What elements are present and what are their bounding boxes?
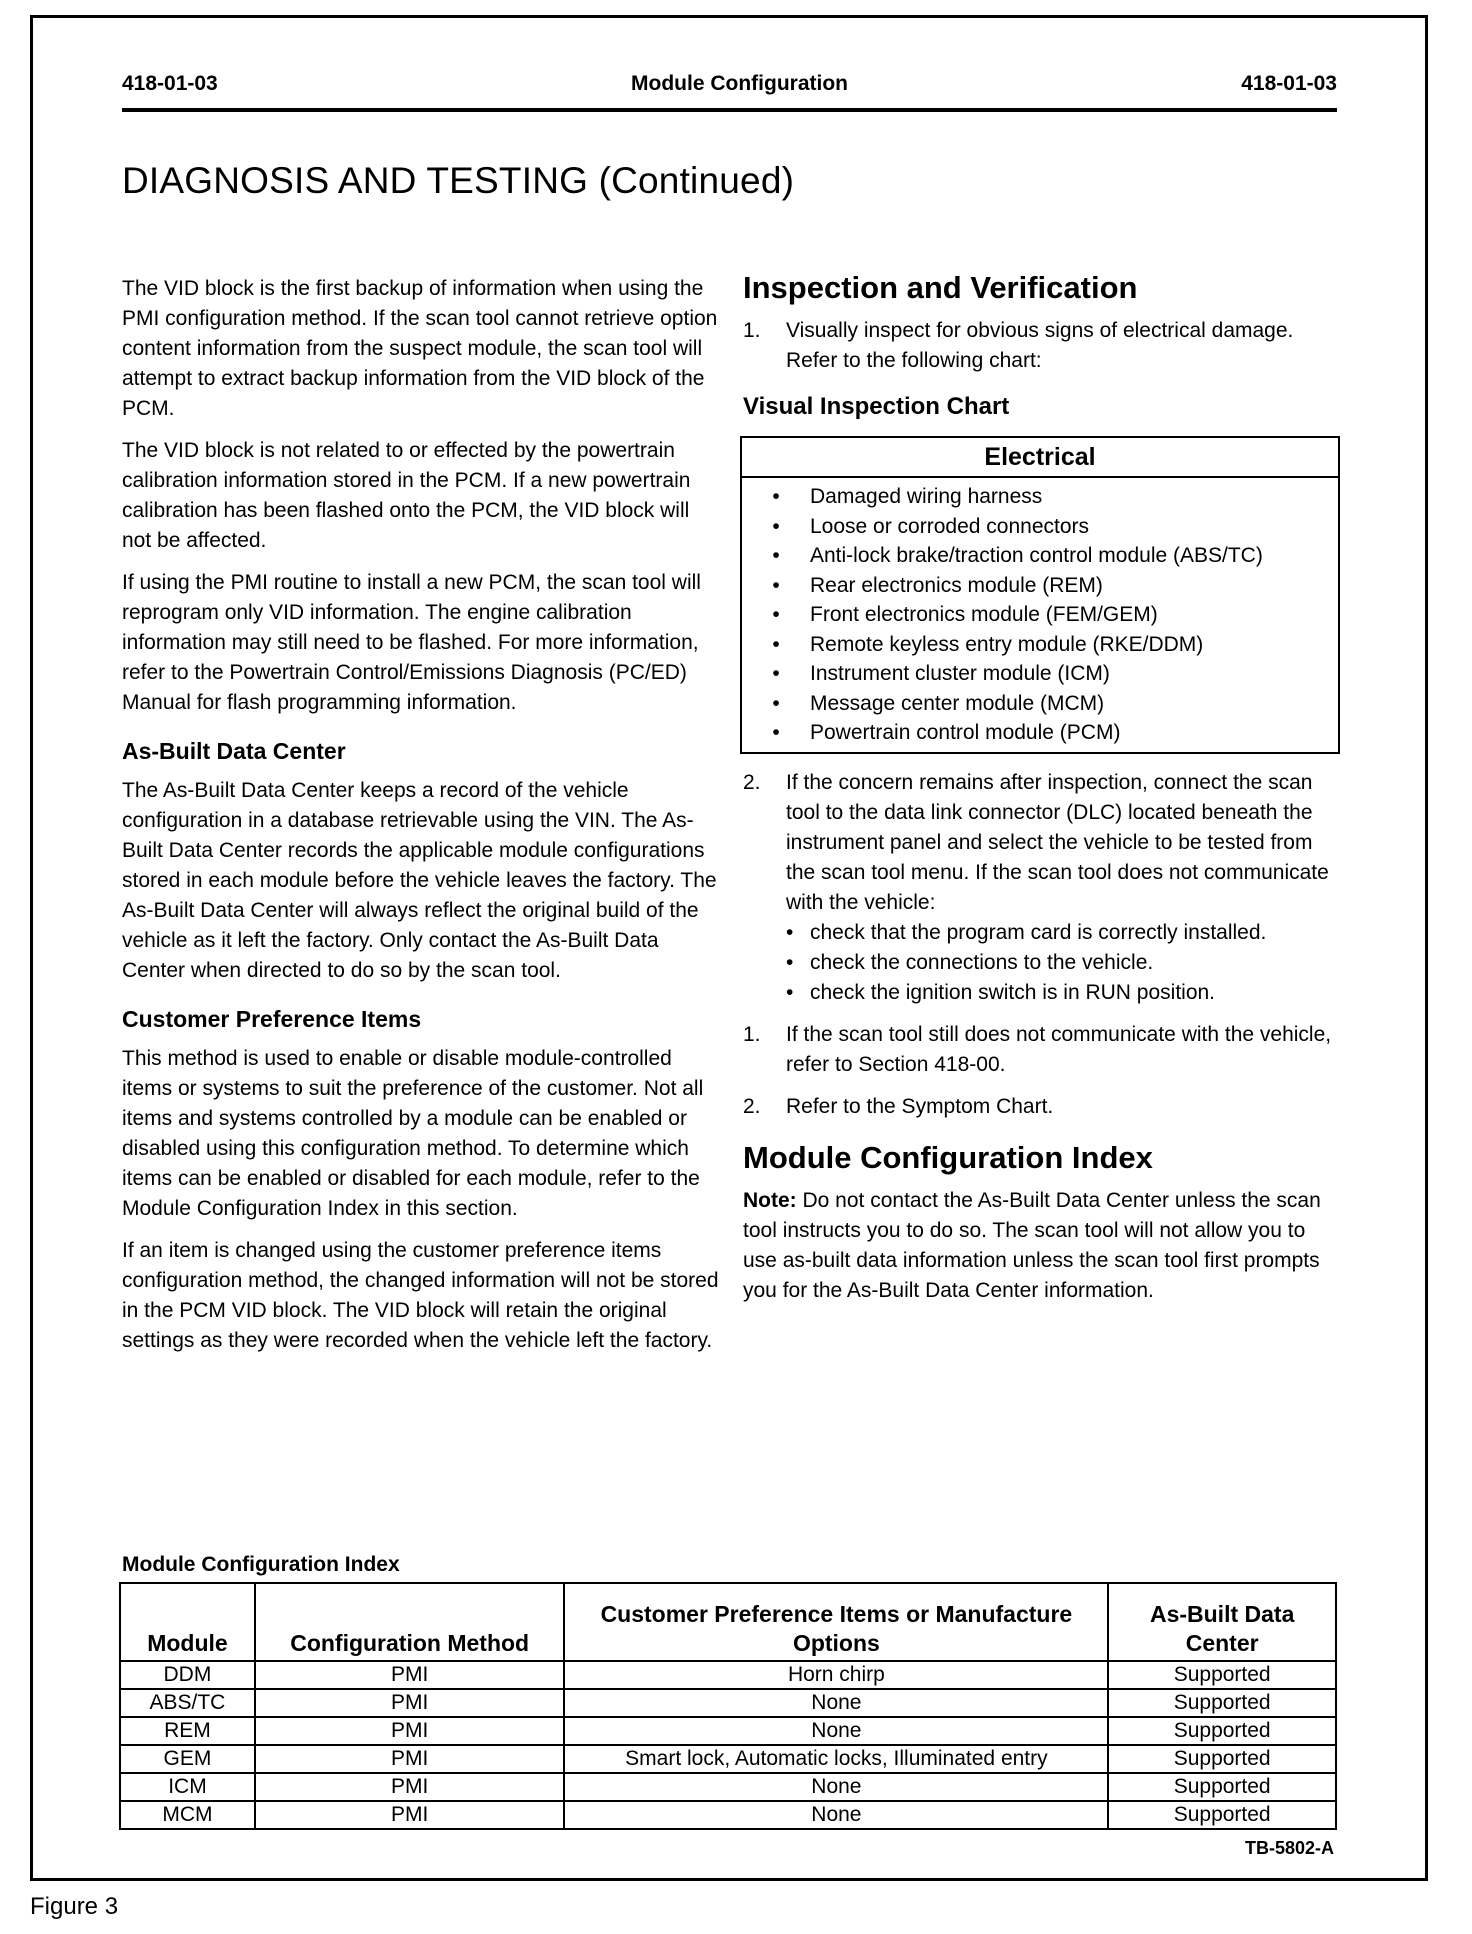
table-row (120, 1661, 1336, 1689)
page-title: DIAGNOSIS AND TESTING (Continued) (122, 160, 795, 201)
chart-item (742, 689, 1338, 719)
cell-method: PMI (255, 1773, 565, 1801)
sub-check-item (786, 978, 1343, 1008)
cell-method: PMI (255, 1801, 565, 1829)
chart-item-text: Remote keyless entry module (RKE/DDM) (810, 632, 1204, 656)
cell-options: Horn chirp (564, 1661, 1108, 1689)
table-row (120, 1773, 1336, 1801)
cell-as-built: Supported (1108, 1661, 1336, 1689)
section-code-right: 418-01-03 (1241, 72, 1337, 95)
paragraph: The VID block is the first backup of information when using the PMI configuration method. If the scan tool cannot retrieve option content information from the suspect module, the scan tool will attempt to extract backup information from the VID block of the PCM. (122, 277, 718, 420)
visual-inspection-chart (740, 436, 1340, 754)
figure-code: TB-5802-A (1244, 1838, 1334, 1858)
cell-as-built: Supported (1108, 1717, 1336, 1745)
sub-check-item (786, 918, 1343, 948)
right-column (743, 270, 1343, 1306)
paragraph: If an item is changed using the customer preference items configuration method, the changed information will not be stored in the PCM VID block. The VID block will retain the original settings as they were recorded when the vehicle left the factory. (122, 1239, 719, 1352)
column-header-configuration-method: Configuration Method (255, 1583, 565, 1661)
cell-as-built: Supported (1108, 1801, 1336, 1829)
as-built-heading: As-Built Data Center (122, 738, 346, 764)
chart-item-text: Instrument cluster module (ICM) (810, 662, 1110, 685)
paragraph: This method is used to enable or disable module-controlled items or systems to suit the preference of the customer. Not all items and systems controlled by a module can be enabled or disabled using this configuration method. To determine which items can be enabled or disabled for each module, refer to the Module Configuration Index in this section. (122, 1047, 704, 1220)
cell-options: None (564, 1773, 1108, 1801)
sub-check-text: check the ignition switch is in RUN position. (810, 980, 1216, 1004)
cell-as-built: Supported (1108, 1689, 1336, 1717)
inspection-heading: Inspection and Verification (743, 270, 1138, 305)
chart-item-text: Anti-lock brake/traction control module (ABS/TC) (810, 544, 1263, 567)
chart-list (742, 478, 1338, 752)
cell-module: REM (120, 1717, 255, 1745)
step-item (743, 768, 1343, 1008)
cell-module: ICM (120, 1773, 255, 1801)
chart-item (742, 571, 1338, 601)
sub-check-text: check the connections to the vehicle. (810, 950, 1154, 974)
step-number: 1. (743, 1022, 761, 1046)
chart-item-text: Loose or corroded connectors (810, 514, 1089, 538)
cell-options: None (564, 1801, 1108, 1829)
header-title: Module Configuration (631, 72, 848, 95)
table-row (120, 1745, 1336, 1773)
chart-item (742, 630, 1338, 660)
bullet-icon: • (772, 721, 780, 744)
step-number: 1. (743, 319, 761, 342)
sub-check-text: check that the program card is correctly installed. (810, 920, 1267, 944)
cell-as-built: Supported (1108, 1745, 1336, 1773)
chart-item-text: Damaged wiring harness (810, 485, 1043, 508)
bullet-icon: • (772, 662, 780, 685)
step-item (743, 1020, 1343, 1080)
table-row (120, 1717, 1336, 1745)
cell-module: ABS/TC (120, 1689, 255, 1717)
cell-method: PMI (255, 1661, 565, 1689)
bullet-icon: • (786, 950, 794, 974)
cell-method: PMI (255, 1689, 565, 1717)
step-number: 2. (743, 770, 761, 794)
bullet-icon: • (772, 573, 780, 597)
step-text: Visually inspect for obvious signs of electrical damage. Refer to the following chart: (786, 319, 1294, 372)
bullet-icon: • (786, 980, 794, 1004)
module-configuration-table (119, 1582, 1337, 1830)
column-header-module: Module (120, 1583, 255, 1661)
step-text: If the concern remains after inspection, connect the scan tool to the data link connector (DLC) located beneath the instrument panel and select the vehicle to be tested from the scan tool menu. If the scan tool does not communicate with the vehicle: (786, 770, 1329, 914)
header-rule (122, 108, 1337, 112)
chart-item-text: Rear electronics module (REM) (810, 573, 1103, 597)
table-header-row (120, 1583, 1336, 1661)
cell-module: DDM (120, 1661, 255, 1689)
bullet-icon: • (772, 632, 780, 656)
column-header-customer-preference: Customer Preference Items or Manufacture Options (564, 1583, 1108, 1661)
table-row (120, 1689, 1336, 1717)
chart-item (742, 482, 1338, 512)
chart-item (742, 659, 1338, 689)
bullet-icon: • (786, 920, 794, 944)
step-text: Refer to the Symptom Chart. (786, 1094, 1054, 1118)
chart-item (742, 541, 1338, 571)
step-item (743, 316, 1343, 376)
chart-item-text: Message center module (MCM) (810, 691, 1105, 715)
note-paragraph (743, 1186, 1343, 1306)
bullet-icon: • (772, 514, 780, 538)
left-column (122, 274, 722, 1368)
customer-preference-heading: Customer Preference Items (122, 1006, 422, 1032)
paragraph: The VID block is not related to or effected by the powertrain calibration information stored in the PCM. If a new powertrain calibration has been flashed onto the PCM, the VID block will not be affected. (122, 439, 691, 552)
paragraph: If using the PMI routine to install a new PCM, the scan tool will reprogram only VID information. The engine calibration information may still need to be flashed. For more information, refer to the Powertrain Control/Emissions Diagnosis (PC/ED) Manual for flash programming information. (122, 571, 701, 714)
cell-method: PMI (255, 1745, 565, 1773)
cell-as-built: Supported (1108, 1773, 1336, 1801)
section-code-left: 418-01-03 (122, 72, 218, 95)
sub-check-item (786, 948, 1343, 978)
cell-options: None (564, 1689, 1108, 1717)
cell-module: GEM (120, 1745, 255, 1773)
step-body (786, 768, 1343, 1008)
bullet-icon: • (772, 691, 780, 715)
note-text: Do not contact the As-Built Data Center unless the scan tool instructs you to do so. The scan tool will not allow you to use as-built data information unless the scan tool first prompts you for the As-Built Data Center information. (743, 1188, 1321, 1302)
chart-item (742, 600, 1338, 630)
cell-options: None (564, 1717, 1108, 1745)
step-item (743, 1092, 1343, 1122)
chart-column-header: Electrical (742, 438, 1338, 478)
visual-inspection-chart-heading: Visual Inspection Chart (743, 393, 1010, 420)
cell-options: Smart lock, Automatic locks, Illuminated entry (564, 1745, 1108, 1773)
step-number: 2. (743, 1094, 761, 1118)
step-text: If the scan tool still does not communicate with the vehicle, refer to Section 418-00. (786, 1022, 1332, 1076)
table-row (120, 1801, 1336, 1829)
paragraph: The As-Built Data Center keeps a record of the vehicle configuration in a database retrievable using the VIN. The As-Built Data Center records the applicable module configurations stored in each module before the vehicle leaves the factory. The As-Built Data Center will always reflect the original build of the vehicle as it left the factory. Only contact the As-Built Data Center when directed to do so by the scan tool. (122, 779, 717, 982)
sub-check-list (786, 918, 1343, 1008)
chart-item-text: Powertrain control module (PCM) (810, 721, 1121, 744)
page-header (122, 72, 1337, 102)
bullet-icon: • (772, 485, 780, 508)
figure-label: Figure 3 (30, 1893, 119, 1920)
module-configuration-index-heading: Module Configuration Index (743, 1139, 1153, 1175)
bullet-icon: • (772, 544, 780, 567)
chart-item-text: Front electronics module (FEM/GEM) (810, 603, 1158, 626)
column-header-as-built: As-Built Data Center (1108, 1583, 1336, 1661)
bullet-icon: • (772, 603, 780, 626)
chart-item (742, 718, 1338, 748)
cell-module: MCM (120, 1801, 255, 1829)
chart-item (742, 512, 1338, 542)
table-caption: Module Configuration Index (122, 1553, 400, 1576)
note-label: Note: (743, 1188, 797, 1212)
cell-method: PMI (255, 1717, 565, 1745)
